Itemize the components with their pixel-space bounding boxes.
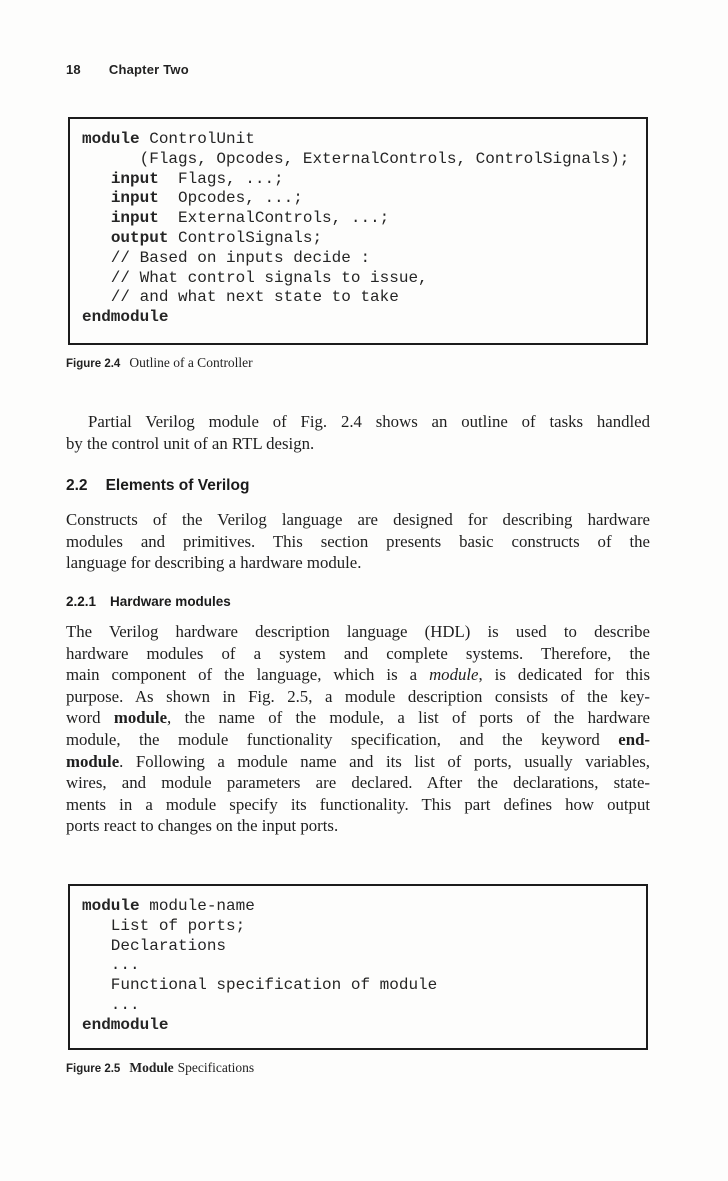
- text-line: module. Following a module name and its list of ports, usually variables,: [66, 751, 650, 771]
- code-figure-module-specifications: [68, 884, 648, 1050]
- code-line: module module-name: [82, 897, 255, 915]
- section-heading-2-2: [66, 477, 249, 495]
- figure-2-5-keyword: Module: [129, 1060, 174, 1075]
- code-line: Functional specification of module: [82, 976, 438, 995]
- text-line: modules and primitives. This section presents basic constructs of the: [66, 531, 650, 551]
- code-line: // What control signals to issue,: [82, 268, 428, 287]
- text-line: by the control unit of an RTL design.: [66, 433, 315, 453]
- code-figure-controller-outline: [68, 117, 648, 345]
- code-line: Declarations: [82, 936, 227, 955]
- text-line: hardware modules of a system and complete systems. Therefore, the: [66, 643, 650, 663]
- code-line: // and what next state to take: [82, 288, 399, 307]
- code-line: output ControlSignals;: [110, 228, 323, 247]
- code-line: module ControlUnit: [82, 130, 255, 148]
- section-title: Elements of Verilog: [105, 477, 250, 494]
- figure-2-5-caption: [66, 1060, 254, 1076]
- running-header: [66, 62, 189, 77]
- figure-2-5-text: Specifications: [177, 1060, 255, 1075]
- text-line: ports react to changes on the input ports.: [66, 816, 339, 836]
- code-line: endmodule: [82, 308, 169, 327]
- code-line: input Opcodes, ...;: [110, 189, 303, 208]
- paragraph-intro: [66, 411, 650, 454]
- code-line: ...: [82, 995, 140, 1014]
- figure-2-5-label: Figure 2.5: [66, 1063, 121, 1075]
- text-line: The Verilog hardware description language (HDL) is used to describe: [66, 622, 650, 641]
- text-line: module, the module functionality specification, and the keyword end-: [66, 729, 650, 749]
- code-line: endmodule: [82, 1015, 169, 1034]
- subsection-title: Hardware modules: [110, 594, 231, 609]
- text-line: ments in a module specify its functionality. This part defines how output: [66, 794, 650, 814]
- section-heading-2-2-1: [66, 594, 231, 609]
- code-line: ...: [82, 956, 140, 975]
- section-number: 2.2: [66, 477, 88, 494]
- code-line: (Flags, Opcodes, ExternalControls, ControlSignals);: [82, 149, 630, 168]
- code-line: input ExternalControls, ...;: [110, 209, 390, 228]
- figure-2-4-label: Figure 2.4: [66, 358, 121, 370]
- figure-2-4-caption: [66, 355, 253, 371]
- code-line: input Flags, ...;: [110, 169, 284, 188]
- subsection-number: 2.2.1: [66, 594, 97, 609]
- text-line: Constructs of the Verilog language are designed for describing hardware: [66, 510, 650, 529]
- text-line: main component of the language, which is a module, is dedicated for this: [66, 665, 650, 685]
- text-line: word module, the name of the module, a list of ports of the hardware: [66, 708, 650, 728]
- chapter-title: Chapter Two: [108, 62, 189, 77]
- paragraph-elements-of-verilog: [66, 509, 650, 574]
- code-line: List of ports;: [82, 916, 246, 935]
- text-line: purpose. As shown in Fig. 2.5, a module description consists of the key-: [66, 686, 650, 706]
- text-line: Partial Verilog module of Fig. 2.4 shows an outline of tasks handled: [88, 412, 650, 431]
- code-line: // Based on inputs decide :: [82, 248, 371, 267]
- text-line: language for describing a hardware module.: [66, 553, 362, 573]
- figure-2-4-text: Outline of a Controller: [129, 355, 253, 370]
- paragraph-hardware-modules: [66, 621, 650, 837]
- text-line: wires, and module parameters are declared. After the declarations, state-: [66, 773, 650, 793]
- page-number: 18: [66, 62, 81, 77]
